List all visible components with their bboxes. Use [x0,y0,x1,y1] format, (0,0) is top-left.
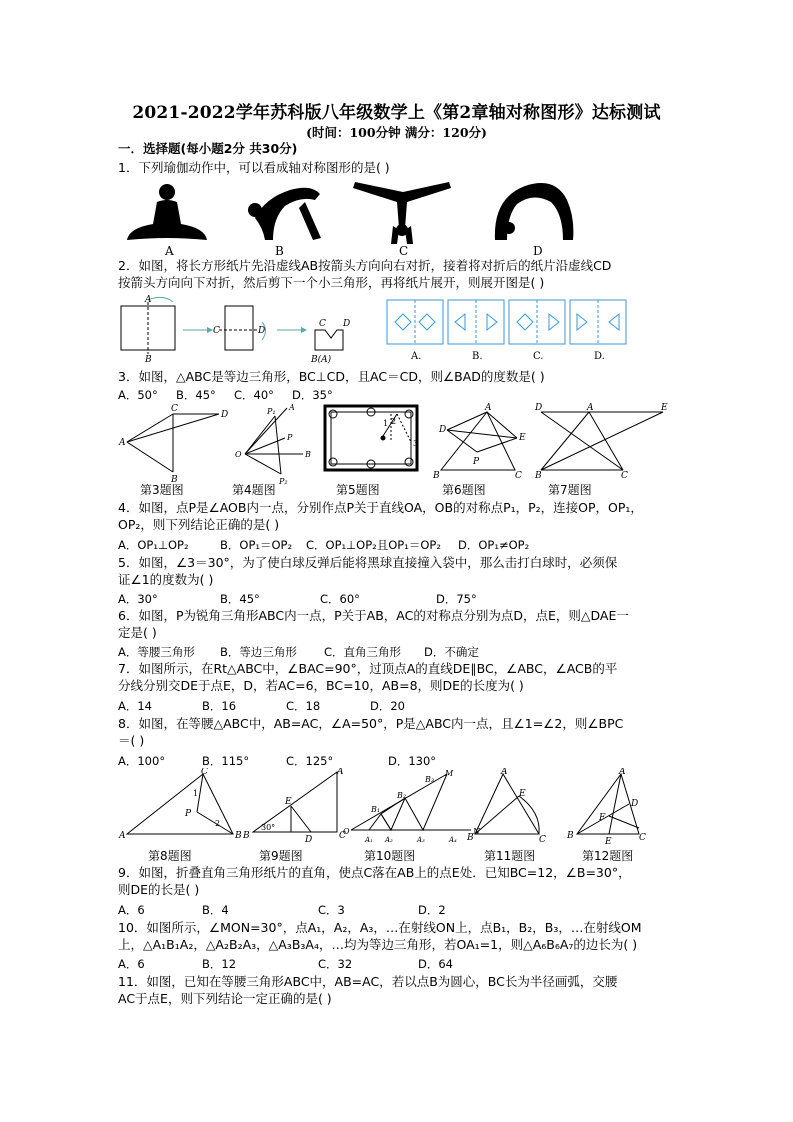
svg-text:2: 2 [215,819,221,828]
svg-text:O: O [235,450,242,459]
svg-text:D: D [631,799,639,809]
svg-text:30°: 30° [261,823,276,832]
page-subtitle: (时间：100分钟 满分：120分) [306,125,487,140]
question-9-line2: 则DE的长是( ) [118,882,200,897]
yoga-figures [115,178,595,258]
svg-text:P₁: P₁ [267,407,276,416]
question-10-line1: 10．如图所示，∠MON=30°，点A₁，A₂，A₃，…在射线ON上，点B₁，B₂，B₃，…在射线OM [118,920,642,935]
svg-text:C: C [171,404,178,414]
question-9-line1: 9．如图，折叠直角三角形纸片的直角，使点C落在AB上的点E处．已知BC=12，∠B=30°， [118,865,631,880]
svg-text:B: B [305,450,311,459]
svg-text:D: D [343,319,351,329]
yoga-figure-a [127,184,207,240]
question-2-line1: 2．如图，将长方形纸片先沿虚线AB按箭头方向向右对折，接着将对折后的纸片沿虚线CD [118,258,612,273]
caption-fig-8: 第8题图 [148,849,192,863]
figures-row-2 [115,768,655,846]
caption-fig-5: 第5题图 [336,483,380,497]
question-11-line1: 11．如图，已知在等腰三角形ABC中，AB=AC，若以点B为圆心，BC长为半径画弧，交腰 [118,974,618,989]
question-6-options: A．等腰三角形 B．等边三角形 C．直角三角形 D．不确定 [118,645,479,659]
svg-text:C: C [639,833,646,843]
question-10-line2: 上，△A₁B₁A₂，△A₂B₂A₃，△A₃B₃A₄，…均为等边三角形，若OA₁=1，则△A₆B₆A₇的边长为( ) [118,937,638,952]
svg-text:P: P [185,809,192,819]
yoga-figure-b [248,188,321,240]
question-4-line2: OP₂，则下列结论正确的是( ) [118,517,280,532]
svg-text:B: B [243,831,250,841]
section-heading: 一．选择题(每小题2分 共30分) [118,141,298,156]
yoga-figure-c [353,182,451,244]
question-5-line2: 证∠1的度数为( ) [118,572,214,587]
caption-fig-3: 第3题图 [140,483,184,497]
question-8-line2: ＝( ) [118,733,145,748]
question-3: 3．如图，△ABC是等边三角形，BC⊥CD，且AC＝CD，则∠BAD的度数是( ) [118,369,545,384]
svg-text:A: A [587,403,594,413]
question-7-line2: 分线分别交DE于点E，D，若AC=6，BC=10，AB=8，则DE的长度为( ) [118,678,524,693]
svg-text:A: A [119,438,126,448]
svg-text:B: B [467,833,474,843]
q1-label-b: B [275,244,284,258]
question-4-options: A．OP₁⊥OP₂ B．OP₁＝OP₂ C．OP₁⊥OP₂且OP₁＝OP₂ D．OP₁≠OP₂ [118,538,530,552]
question-11-line2: AC于点E，则下列结论一定正确的是( ) [118,991,332,1006]
fig-10 [351,774,471,830]
svg-text:B: B [145,355,152,364]
fig-3 [127,414,219,472]
svg-text:E: E [285,797,292,807]
fig-12 [577,774,639,834]
yoga-figure-d [495,183,574,240]
question-2-line2: 按箭头方向向下对折，然后剪下一个小三角形，再将纸片展开，则展开图是( ) [118,275,545,290]
svg-text:C: C [201,768,208,777]
svg-text:B.: B. [472,351,483,362]
svg-text:B: B [235,831,242,841]
svg-text:B: B [433,471,440,481]
svg-text:A: A [337,768,344,777]
question-10-options: A．6 B．12 C．32 D．64 [118,957,453,971]
question-7-line1: 7．如图所示，在Rt△ABC中，∠BAC=90°，过顶点A的直线DE∥BC，∠ABC，∠ACB的平 [118,661,618,676]
svg-text:D: D [305,835,313,845]
q1-label-c: C [399,244,409,258]
fig-5 [325,406,417,470]
svg-text:P: P [287,433,293,442]
q1-label-d: D [533,244,543,258]
svg-text:C: C [621,471,628,481]
svg-text:O: O [343,827,350,836]
question-8-line1: 8．如图，在等腰△ABC中，AB=AC，∠A=50°，P是△ABC内一点，且∠1=∠2，则∠BPC [118,716,624,731]
svg-text:A₁: A₁ [365,836,373,844]
svg-text:B₂: B₂ [397,791,407,800]
caption-fig-11: 第11题图 [484,849,536,863]
svg-text:D: D [535,403,543,413]
caption-fig-6: 第6题图 [442,483,486,497]
svg-text:E: E [661,403,668,413]
caption-fig-9: 第9题图 [259,849,303,863]
svg-text:C: C [339,831,346,841]
svg-text:A₄: A₄ [449,836,457,844]
question-1: 1．下列瑜伽动作中，可以看成轴对称图形的是( ) [118,160,390,175]
svg-text:A: A [485,403,492,413]
svg-text:A.: A. [411,351,422,362]
svg-text:D.: D. [594,351,605,362]
svg-text:M: M [445,769,454,778]
svg-text:F: F [599,813,606,823]
svg-text:E: E [519,789,526,799]
fig-4 [245,408,303,474]
svg-text:C: C [213,326,220,336]
svg-text:A: A [145,295,152,305]
fig-7 [541,412,663,470]
svg-text:A₂: A₂ [385,836,393,844]
svg-text:B: B [567,831,574,841]
svg-text:B: B [171,475,178,485]
svg-text:C: C [539,835,546,845]
svg-text:N: N [473,827,480,836]
svg-text:D: D [439,425,447,435]
svg-text:E: E [605,837,612,846]
question-6-line2: 定是( ) [118,625,157,640]
svg-text:D: D [221,410,229,420]
svg-text:3: 3 [413,439,419,448]
question-9-options: A．6 B．4 C．3 D．2 [118,903,446,917]
page-title: 2021-2022学年苏科版八年级数学上《第2章轴对称图形》达标测试 [132,103,661,123]
svg-text:A: A [289,403,295,412]
svg-text:B: B [535,471,542,481]
q2-options-figure [385,296,635,364]
svg-text:2: 2 [391,417,397,426]
question-4-line1: 4．如图，点P是∠AOB内一点，分别作点P关于直线OA，OB的对称点P₁，P₂，连接OP，OP₁， [118,500,643,515]
fig-11 [475,774,539,834]
svg-text:1: 1 [383,419,389,428]
svg-text:B(A): B(A) [311,355,332,364]
svg-text:B₁: B₁ [371,805,381,814]
caption-fig-7: 第7题图 [548,483,592,497]
svg-text:C: C [515,471,522,481]
svg-text:1: 1 [193,789,199,798]
caption-fig-10: 第10题图 [364,849,416,863]
svg-text:C.: C. [533,351,544,362]
svg-text:D: D [258,326,266,336]
question-7-options: A．14 B．16 C．18 D．20 [118,699,405,713]
svg-text:A: A [619,768,626,777]
question-5-options: A．30° B．45° C．60° D．75° [118,592,477,606]
q2-folding-figure [115,292,375,364]
svg-text:E: E [519,433,526,443]
caption-fig-12: 第12题图 [582,849,634,863]
question-6-line1: 6．如图，P为锐角三角形ABC内一点，P关于AB，AC的对称点分别为点D，点E，则△DAE一 [118,608,629,623]
svg-text:P₂: P₂ [279,477,288,486]
svg-text:P: P [473,457,480,467]
svg-text:A: A [119,831,126,841]
svg-text:A: A [501,768,508,777]
svg-text:A₃: A₃ [417,836,425,844]
question-3-options: A．50° B．45° C．40° D．35° [118,388,333,402]
svg-text:B₃: B₃ [425,775,435,784]
caption-fig-4: 第4题图 [232,483,276,497]
svg-text:C: C [319,319,326,329]
q1-label-a: A [165,244,174,258]
question-5-line1: 5．如图，∠3＝30°，为了使白球反弹后能将黑球直接撞入袋中，那么击打白球时，必须保 [118,555,618,570]
question-8-options: A．100° B．115° C．125° D．130° [118,754,437,768]
